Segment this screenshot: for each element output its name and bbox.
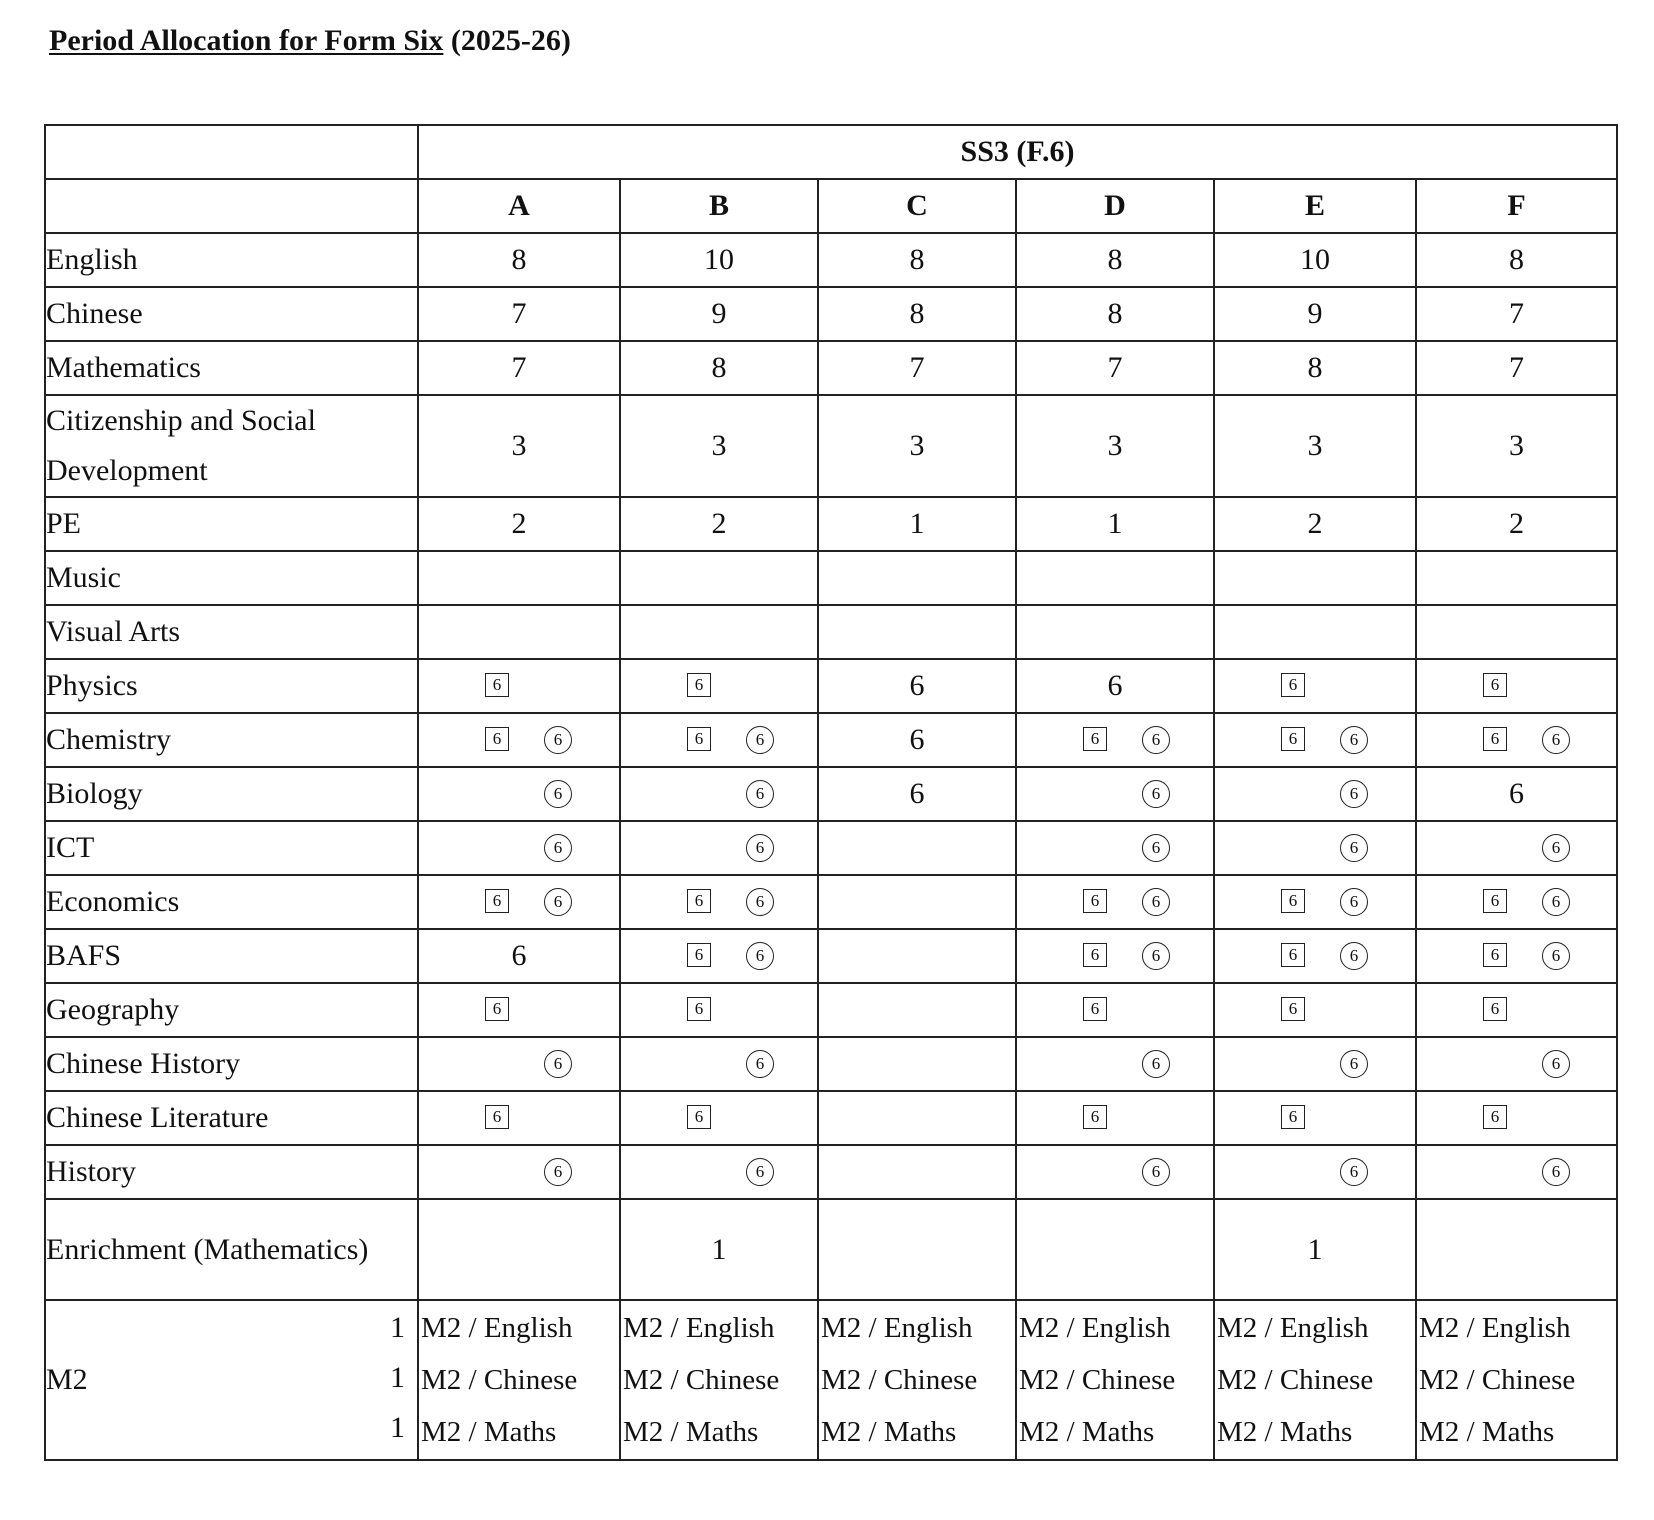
allocation-cell xyxy=(818,551,1016,605)
allocation-cell xyxy=(620,929,818,983)
m2-option: M2 / Chinese xyxy=(1019,1364,1176,1396)
allocation-cell xyxy=(818,341,1016,395)
allocation-cell xyxy=(818,875,1016,929)
period-count: 10 xyxy=(1300,243,1330,276)
table-row xyxy=(45,497,1617,551)
elective-square-marker: 6 xyxy=(687,997,711,1021)
subject-label: BAFS xyxy=(45,929,418,983)
elective-square-marker: 6 xyxy=(1281,673,1305,697)
corner-cell-2 xyxy=(45,179,418,233)
m2-options-cell xyxy=(418,1300,620,1460)
m2-period-count: 1 xyxy=(390,1311,405,1344)
table-row xyxy=(45,395,1617,497)
m2-option: M2 / Maths xyxy=(821,1416,957,1448)
allocation-cell xyxy=(1214,341,1416,395)
allocation-cell xyxy=(1016,1037,1214,1091)
elective-square-marker: 6 xyxy=(1281,727,1305,751)
m2-option: M2 / Maths xyxy=(1019,1416,1155,1448)
allocation-cell xyxy=(1016,551,1214,605)
period-allocation-table xyxy=(44,124,1618,1461)
elective-circle-marker: 6 xyxy=(1142,942,1170,970)
elective-circle-marker: 6 xyxy=(746,1158,774,1186)
table-row xyxy=(45,287,1617,341)
title-main: Period Allocation for Form Six xyxy=(49,24,444,57)
table-row xyxy=(45,233,1617,287)
elective-square-marker: 6 xyxy=(687,673,711,697)
elective-circle-marker: 6 xyxy=(746,780,774,808)
allocation-cell xyxy=(818,1091,1016,1145)
m2-label: M2 xyxy=(46,1363,88,1396)
elective-square-marker: 6 xyxy=(687,943,711,967)
allocation-cell xyxy=(1214,395,1416,497)
allocation-cell xyxy=(418,1199,620,1300)
allocation-cell xyxy=(818,821,1016,875)
allocation-cell xyxy=(620,233,818,287)
subject-label: Chinese xyxy=(45,287,418,341)
elective-square-marker: 6 xyxy=(1083,727,1107,751)
elective-square-marker: 6 xyxy=(485,727,509,751)
period-count: 7 xyxy=(511,297,527,330)
allocation-cell xyxy=(418,821,620,875)
allocation-cell xyxy=(1016,1091,1214,1145)
allocation-cell xyxy=(1214,1199,1416,1300)
period-count: 9 xyxy=(1307,297,1323,330)
allocation-cell xyxy=(1416,605,1617,659)
m2-option: M2 / English xyxy=(1419,1312,1571,1344)
m2-options-cell xyxy=(818,1300,1016,1460)
allocation-cell xyxy=(1016,875,1214,929)
elective-square-marker: 6 xyxy=(1281,943,1305,967)
allocation-cell xyxy=(1016,233,1214,287)
elective-circle-marker: 6 xyxy=(1542,942,1570,970)
allocation-cell xyxy=(418,287,620,341)
period-count: 6 xyxy=(511,939,527,972)
allocation-cell xyxy=(1016,767,1214,821)
allocation-cell xyxy=(1214,821,1416,875)
allocation-cell xyxy=(1416,1145,1617,1199)
m2-option: M2 / Chinese xyxy=(1217,1364,1374,1396)
subject-label: Mathematics xyxy=(45,341,418,395)
subject-label: English xyxy=(45,233,418,287)
subject-label: Chinese Literature xyxy=(45,1091,418,1145)
period-count: 7 xyxy=(1107,351,1123,384)
m2-option: M2 / Maths xyxy=(1217,1416,1353,1448)
allocation-cell xyxy=(1416,821,1617,875)
period-count: 6 xyxy=(1107,669,1123,702)
table-row xyxy=(45,341,1617,395)
m2-option: M2 / Maths xyxy=(623,1416,759,1448)
elective-circle-marker: 6 xyxy=(544,888,572,916)
allocation-cell xyxy=(418,1037,620,1091)
elective-square-marker: 6 xyxy=(1083,943,1107,967)
allocation-cell xyxy=(1416,875,1617,929)
allocation-cell xyxy=(1416,1037,1617,1091)
allocation-cell xyxy=(418,1091,620,1145)
period-count: 8 xyxy=(909,297,925,330)
allocation-cell xyxy=(818,497,1016,551)
allocation-cell xyxy=(1016,929,1214,983)
allocation-cell xyxy=(1214,713,1416,767)
allocation-cell xyxy=(620,497,818,551)
allocation-cell xyxy=(1214,659,1416,713)
subject-label: Geography xyxy=(45,983,418,1037)
group-header: SS3 (F.6) xyxy=(418,125,1617,179)
elective-square-marker: 6 xyxy=(1483,889,1507,913)
allocation-cell xyxy=(1214,605,1416,659)
elective-square-marker: 6 xyxy=(1483,997,1507,1021)
allocation-cell xyxy=(1416,287,1617,341)
elective-square-marker: 6 xyxy=(1483,673,1507,697)
subject-label: ICT xyxy=(45,821,418,875)
allocation-cell xyxy=(818,713,1016,767)
subject-label: Physics xyxy=(45,659,418,713)
allocation-cell xyxy=(620,821,818,875)
period-count: 1 xyxy=(1107,507,1123,540)
allocation-cell xyxy=(1416,1199,1617,1300)
period-count: 3 xyxy=(1509,429,1524,462)
allocation-cell xyxy=(1016,287,1214,341)
allocation-cell xyxy=(620,659,818,713)
table-row xyxy=(45,1145,1617,1199)
allocation-cell xyxy=(620,875,818,929)
table-row xyxy=(45,659,1617,713)
allocation-cell xyxy=(818,929,1016,983)
allocation-cell xyxy=(1416,395,1617,497)
allocation-cell xyxy=(620,605,818,659)
allocation-cell xyxy=(620,713,818,767)
elective-square-marker: 6 xyxy=(1483,1105,1507,1129)
allocation-cell xyxy=(1214,1145,1416,1199)
allocation-cell xyxy=(620,1199,818,1300)
elective-circle-marker: 6 xyxy=(544,1158,572,1186)
elective-square-marker: 6 xyxy=(1083,997,1107,1021)
period-count: 6 xyxy=(909,723,925,756)
allocation-cell xyxy=(1214,287,1416,341)
m2-options-cell xyxy=(1416,1300,1617,1460)
class-header-row xyxy=(45,179,1617,233)
period-count: 3 xyxy=(711,429,727,462)
allocation-cell xyxy=(1016,713,1214,767)
allocation-cell xyxy=(1416,551,1617,605)
m2-option: M2 / English xyxy=(623,1312,775,1344)
period-count: 2 xyxy=(511,507,527,540)
allocation-cell xyxy=(1416,983,1617,1037)
elective-square-marker: 6 xyxy=(1281,889,1305,913)
period-count: 7 xyxy=(1509,297,1524,330)
period-count: 6 xyxy=(909,777,925,810)
allocation-cell xyxy=(818,767,1016,821)
elective-square-marker: 6 xyxy=(1281,1105,1305,1129)
m2-options-cell xyxy=(620,1300,818,1460)
subject-label: Music xyxy=(45,551,418,605)
period-count: 9 xyxy=(711,297,727,330)
elective-circle-marker: 6 xyxy=(1142,726,1170,754)
table-row xyxy=(45,983,1617,1037)
m2-option: M2 / English xyxy=(421,1312,573,1344)
allocation-cell xyxy=(1416,1091,1617,1145)
elective-square-marker: 6 xyxy=(687,1105,711,1129)
elective-square-marker: 6 xyxy=(485,997,509,1021)
m2-option: M2 / Chinese xyxy=(623,1364,780,1396)
allocation-cell xyxy=(1016,1145,1214,1199)
elective-circle-marker: 6 xyxy=(1142,834,1170,862)
m2-option: M2 / Chinese xyxy=(1419,1364,1576,1396)
table-row xyxy=(45,929,1617,983)
table-row xyxy=(45,1091,1617,1145)
m2-option: M2 / Maths xyxy=(421,1416,557,1448)
class-header-a: A xyxy=(418,179,620,233)
allocation-cell xyxy=(1214,929,1416,983)
period-count: 1 xyxy=(909,507,925,540)
elective-circle-marker: 6 xyxy=(1142,888,1170,916)
m2-option: M2 / Chinese xyxy=(821,1364,978,1396)
allocation-cell xyxy=(1016,395,1214,497)
elective-circle-marker: 6 xyxy=(1340,726,1368,754)
m2-label-cell xyxy=(45,1300,418,1460)
allocation-cell xyxy=(1214,497,1416,551)
allocation-cell xyxy=(418,497,620,551)
m2-options-cell xyxy=(1214,1300,1416,1460)
allocation-cell xyxy=(1416,767,1617,821)
allocation-cell xyxy=(620,395,818,497)
class-header-f: F xyxy=(1416,179,1617,233)
class-header-c: C xyxy=(818,179,1016,233)
allocation-cell xyxy=(418,929,620,983)
period-count: 8 xyxy=(1509,243,1524,276)
elective-circle-marker: 6 xyxy=(1542,1158,1570,1186)
table-row xyxy=(45,1037,1617,1091)
subject-label: Economics xyxy=(45,875,418,929)
allocation-cell xyxy=(1416,341,1617,395)
allocation-cell xyxy=(818,287,1016,341)
subject-label: Chinese History xyxy=(45,1037,418,1091)
table-row xyxy=(45,821,1617,875)
table-row xyxy=(45,713,1617,767)
period-count: 6 xyxy=(1509,777,1524,810)
allocation-cell xyxy=(620,1091,818,1145)
allocation-cell xyxy=(818,659,1016,713)
elective-circle-marker: 6 xyxy=(544,1050,572,1078)
subject-label: Enrichment (Mathematics) xyxy=(45,1199,418,1300)
period-count: 2 xyxy=(711,507,727,540)
elective-square-marker: 6 xyxy=(1281,997,1305,1021)
allocation-cell xyxy=(1214,1091,1416,1145)
allocation-cell xyxy=(1416,929,1617,983)
elective-circle-marker: 6 xyxy=(1142,1050,1170,1078)
elective-square-marker: 6 xyxy=(1483,727,1507,751)
allocation-cell xyxy=(620,983,818,1037)
class-header-b: B xyxy=(620,179,818,233)
allocation-cell xyxy=(418,983,620,1037)
elective-circle-marker: 6 xyxy=(1340,1050,1368,1078)
allocation-cell xyxy=(1416,713,1617,767)
period-count: 6 xyxy=(909,669,925,702)
elective-square-marker: 6 xyxy=(1083,1105,1107,1129)
elective-circle-marker: 6 xyxy=(1340,834,1368,862)
allocation-cell xyxy=(418,713,620,767)
m2-option: M2 / English xyxy=(1019,1312,1171,1344)
period-count: 7 xyxy=(909,351,925,384)
table-row xyxy=(45,875,1617,929)
period-count: 2 xyxy=(1307,507,1323,540)
elective-square-marker: 6 xyxy=(485,1105,509,1129)
allocation-cell xyxy=(1416,233,1617,287)
allocation-cell xyxy=(418,659,620,713)
elective-square-marker: 6 xyxy=(687,727,711,751)
allocation-cell xyxy=(418,767,620,821)
allocation-cell xyxy=(620,551,818,605)
allocation-cell xyxy=(418,551,620,605)
period-count: 8 xyxy=(1107,297,1123,330)
allocation-cell xyxy=(620,1145,818,1199)
elective-circle-marker: 6 xyxy=(544,726,572,754)
allocation-cell xyxy=(418,395,620,497)
allocation-cell xyxy=(818,233,1016,287)
subject-label: History xyxy=(45,1145,418,1199)
period-count: 8 xyxy=(909,243,925,276)
table-row xyxy=(45,551,1617,605)
m2-option: M2 / Chinese xyxy=(421,1364,578,1396)
period-count: 3 xyxy=(511,429,527,462)
allocation-cell xyxy=(1416,659,1617,713)
allocation-cell xyxy=(1016,497,1214,551)
elective-square-marker: 6 xyxy=(1083,889,1107,913)
elective-circle-marker: 6 xyxy=(1142,1158,1170,1186)
allocation-cell xyxy=(1416,497,1617,551)
table-row xyxy=(45,767,1617,821)
elective-circle-marker: 6 xyxy=(746,888,774,916)
page-title xyxy=(49,24,571,58)
allocation-cell xyxy=(1214,1037,1416,1091)
period-count: 7 xyxy=(511,351,527,384)
group-header-row xyxy=(45,125,1617,179)
allocation-cell xyxy=(418,341,620,395)
subject-label: PE xyxy=(45,497,418,551)
period-count: 1 xyxy=(711,1232,727,1266)
table-row xyxy=(45,605,1617,659)
period-count: 3 xyxy=(1107,429,1123,462)
elective-circle-marker: 6 xyxy=(1542,1050,1570,1078)
allocation-cell xyxy=(1214,767,1416,821)
allocation-cell xyxy=(1016,1199,1214,1300)
allocation-cell xyxy=(818,1199,1016,1300)
period-count: 10 xyxy=(704,243,734,276)
elective-circle-marker: 6 xyxy=(746,942,774,970)
period-count: 8 xyxy=(711,351,727,384)
elective-circle-marker: 6 xyxy=(544,834,572,862)
allocation-cell xyxy=(818,1037,1016,1091)
allocation-cell xyxy=(1214,875,1416,929)
elective-circle-marker: 6 xyxy=(1542,888,1570,916)
period-count: 3 xyxy=(1307,429,1323,462)
class-header-e: E xyxy=(1214,179,1416,233)
allocation-cell xyxy=(818,983,1016,1037)
elective-square-marker: 6 xyxy=(485,673,509,697)
elective-square-marker: 6 xyxy=(1483,943,1507,967)
m2-period-count: 1 xyxy=(390,1411,405,1444)
elective-circle-marker: 6 xyxy=(1142,780,1170,808)
corner-cell xyxy=(45,125,418,179)
table-row xyxy=(45,1199,1617,1300)
m2-option: M2 / English xyxy=(821,1312,973,1344)
allocation-cell xyxy=(1016,341,1214,395)
allocation-cell xyxy=(1016,821,1214,875)
subject-label: Citizenship and Social Development xyxy=(45,395,418,497)
period-count: 2 xyxy=(1509,507,1524,540)
subject-label: Biology xyxy=(45,767,418,821)
allocation-cell xyxy=(818,605,1016,659)
allocation-cell xyxy=(418,875,620,929)
allocation-cell xyxy=(418,1145,620,1199)
m2-option: M2 / Maths xyxy=(1419,1416,1555,1448)
m2-options-cell xyxy=(1016,1300,1214,1460)
allocation-cell xyxy=(620,767,818,821)
elective-circle-marker: 6 xyxy=(1340,888,1368,916)
elective-circle-marker: 6 xyxy=(1542,834,1570,862)
elective-circle-marker: 6 xyxy=(1542,726,1570,754)
m2-row xyxy=(45,1300,1617,1460)
allocation-cell xyxy=(818,395,1016,497)
subject-label: Chemistry xyxy=(45,713,418,767)
allocation-cell xyxy=(1016,983,1214,1037)
m2-option: M2 / English xyxy=(1217,1312,1369,1344)
allocation-cell xyxy=(1214,983,1416,1037)
elective-circle-marker: 6 xyxy=(746,834,774,862)
elective-square-marker: 6 xyxy=(687,889,711,913)
period-count: 3 xyxy=(909,429,925,462)
allocation-cell xyxy=(1016,605,1214,659)
elective-circle-marker: 6 xyxy=(746,1050,774,1078)
elective-circle-marker: 6 xyxy=(1340,1158,1368,1186)
period-count: 1 xyxy=(1307,1232,1323,1266)
allocation-cell xyxy=(1214,551,1416,605)
elective-circle-marker: 6 xyxy=(1340,780,1368,808)
elective-circle-marker: 6 xyxy=(544,780,572,808)
allocation-cell xyxy=(620,341,818,395)
elective-circle-marker: 6 xyxy=(1340,942,1368,970)
period-count: 8 xyxy=(511,243,527,276)
allocation-cell xyxy=(620,1037,818,1091)
allocation-cell xyxy=(418,605,620,659)
allocation-cell xyxy=(620,287,818,341)
title-year: (2025-26) xyxy=(443,24,571,57)
period-count: 8 xyxy=(1307,351,1323,384)
period-count: 8 xyxy=(1107,243,1123,276)
allocation-cell xyxy=(818,1145,1016,1199)
subject-label: Visual Arts xyxy=(45,605,418,659)
m2-period-count: 1 xyxy=(390,1361,405,1394)
period-count: 7 xyxy=(1509,351,1524,384)
allocation-cell xyxy=(1016,659,1214,713)
elective-circle-marker: 6 xyxy=(746,726,774,754)
class-header-d: D xyxy=(1016,179,1214,233)
allocation-cell xyxy=(418,233,620,287)
allocation-cell xyxy=(1214,233,1416,287)
elective-square-marker: 6 xyxy=(485,889,509,913)
